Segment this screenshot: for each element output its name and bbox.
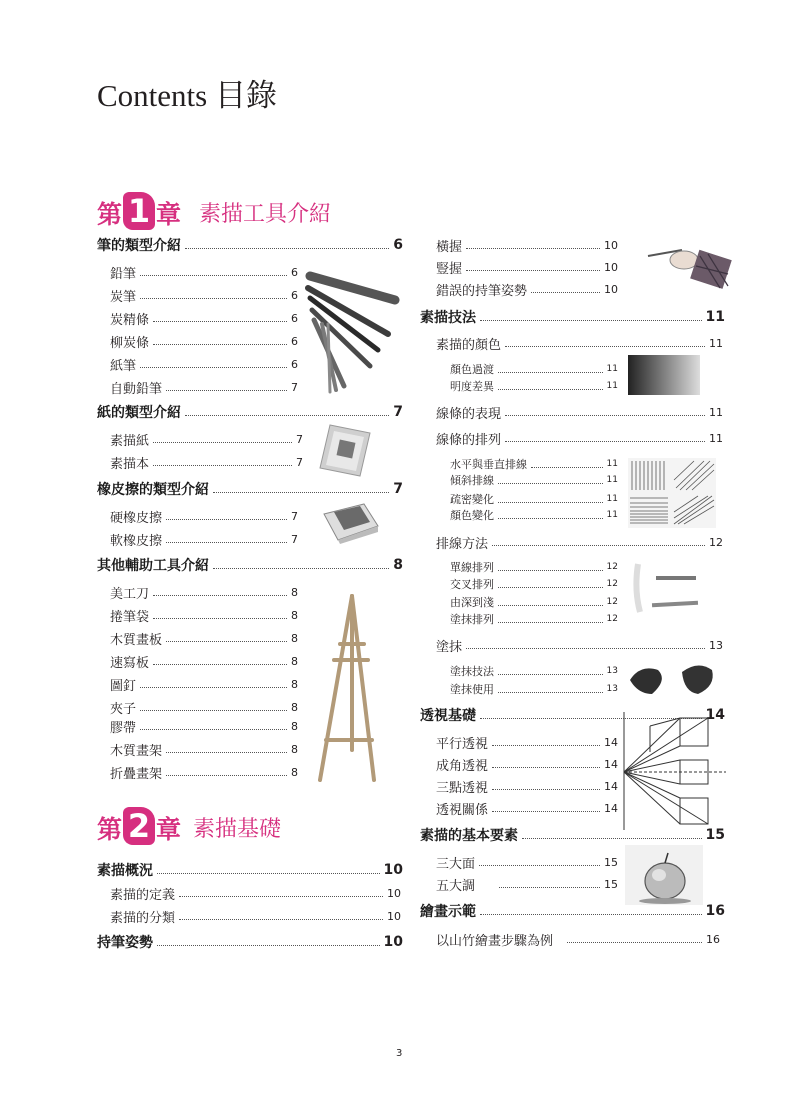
- toc-entry[interactable]: 木質畫架 8: [110, 742, 298, 759]
- toc-entry[interactable]: 透視關係 14: [436, 801, 618, 818]
- perspective-diagram: [620, 712, 726, 830]
- toc-section[interactable]: 透視基礎 14: [420, 707, 725, 724]
- toc-entry[interactable]: 成角透視 14: [436, 757, 618, 774]
- paper-pack-illustration: [318, 423, 373, 478]
- toc-entry[interactable]: 炭精條 6: [110, 311, 298, 328]
- toc-entry[interactable]: 自動鉛筆 7: [110, 380, 298, 397]
- hatching-samples: [628, 458, 716, 528]
- chapter-1-heading: [97, 190, 331, 230]
- toc-entry[interactable]: 素描的定義 10: [110, 886, 401, 903]
- toc-subentry[interactable]: 疏密變化 11: [450, 493, 618, 506]
- toc-subentry[interactable]: 交叉排列 12: [450, 578, 618, 591]
- toc-subentry[interactable]: 明度差異 11: [450, 380, 618, 393]
- toc-subentry[interactable]: 由深到淺 12: [450, 596, 618, 609]
- toc-subentry[interactable]: 水平與垂直排線 11: [450, 458, 618, 471]
- chapter-number-badge: 1: [123, 192, 155, 230]
- toc-entry[interactable]: 夾子 8: [110, 700, 298, 717]
- toc-entry[interactable]: 素描本 7: [110, 455, 303, 472]
- toc-subentry[interactable]: 塗抹使用 13: [450, 683, 618, 696]
- toc-entry[interactable]: 橫握 10: [436, 238, 618, 255]
- chapter-number-badge: 2: [123, 807, 155, 845]
- toc-entry[interactable]: 素描紙 7: [110, 432, 303, 449]
- toc-subentry[interactable]: 顏色過渡 11: [450, 363, 618, 376]
- toc-entry[interactable]: 紙筆 6: [110, 357, 298, 374]
- page-title: Contents 目錄: [97, 78, 277, 113]
- apple-sketch-illustration: [625, 845, 703, 905]
- toc-subentry[interactable]: 塗抹排列 12: [450, 613, 618, 626]
- toc-entry[interactable]: 折疊畫架 8: [110, 765, 298, 782]
- toc-entry[interactable]: 圖釘 8: [110, 677, 298, 694]
- easel-illustration: [312, 590, 387, 790]
- toc-section[interactable]: 素描技法 11: [420, 309, 725, 326]
- toc-entry[interactable]: 速寫板 8: [110, 654, 298, 671]
- pencil-stroke-illustration: [630, 560, 700, 620]
- hand-holding-pencil-illustration: [640, 244, 730, 292]
- eraser-illustration: [320, 500, 380, 545]
- chapter-suffix: 章: [156, 815, 182, 844]
- tone-gradient-swatch: [628, 355, 700, 395]
- toc-section[interactable]: 其他輔助工具介紹 8: [97, 557, 403, 574]
- toc-entry[interactable]: 塗抹 13: [436, 638, 723, 655]
- toc-section[interactable]: 素描概況 10: [97, 862, 403, 879]
- toc-entry[interactable]: 捲筆袋 8: [110, 608, 298, 625]
- toc-entry[interactable]: 硬橡皮擦 7: [110, 509, 298, 526]
- chapter-prefix: 第: [97, 200, 123, 229]
- toc-entry[interactable]: 柳炭條 6: [110, 334, 298, 351]
- toc-entry[interactable]: 平行透視 14: [436, 735, 618, 752]
- toc-entry[interactable]: 五大調 15: [436, 877, 618, 894]
- toc-entry[interactable]: 鉛筆 6: [110, 265, 298, 282]
- chapter-title: 素描基礎: [193, 817, 282, 842]
- toc-section[interactable]: 紙的類型介紹 7: [97, 404, 403, 421]
- toc-section[interactable]: 筆的類型介紹 6: [97, 237, 403, 254]
- toc-section[interactable]: 素描的基本要素 15: [420, 827, 725, 844]
- page-number: 3: [396, 1048, 403, 1059]
- toc-entry[interactable]: 線條的排列 11: [436, 431, 723, 448]
- toc-entry[interactable]: 排線方法 12: [436, 535, 723, 552]
- toc-section[interactable]: 繪畫示範 16: [420, 903, 725, 920]
- chapter-2-heading: [97, 805, 281, 845]
- toc-entry[interactable]: 線條的表現 11: [436, 405, 723, 422]
- toc-subentry[interactable]: 傾斜排線 11: [450, 474, 618, 487]
- toc-subentry[interactable]: 顏色變化 11: [450, 509, 618, 522]
- toc-entry[interactable]: 三點透視 14: [436, 779, 618, 796]
- toc-entry[interactable]: 素描的顏色 11: [436, 336, 723, 353]
- blending-strokes-illustration: [628, 660, 718, 700]
- toc-entry[interactable]: 三大面 15: [436, 855, 618, 872]
- chapter-title: 素描工具介紹: [199, 202, 332, 227]
- chapter-prefix: 第: [97, 815, 123, 844]
- pencils-illustration: [300, 268, 405, 398]
- toc-entry[interactable]: 膠帶 8: [110, 719, 298, 736]
- toc-subentry[interactable]: 塗抹技法 13: [450, 665, 618, 678]
- toc-subentry[interactable]: 單線排列 12: [450, 561, 618, 574]
- toc-entry[interactable]: 軟橡皮擦 7: [110, 532, 298, 549]
- toc-entry[interactable]: 炭筆 6: [110, 288, 298, 305]
- toc-entry[interactable]: 以山竹繪畫步驟為例 16: [436, 932, 720, 949]
- chapter-suffix: 章: [156, 200, 182, 229]
- toc-entry[interactable]: 木質畫板 8: [110, 631, 298, 648]
- toc-section[interactable]: 橡皮擦的類型介紹 7: [97, 481, 403, 498]
- toc-entry[interactable]: 素描的分類 10: [110, 909, 401, 926]
- toc-entry[interactable]: 美工刀 8: [110, 585, 298, 602]
- toc-entry[interactable]: 豎握 10: [436, 260, 618, 277]
- toc-entry[interactable]: 錯誤的持筆姿勢 10: [436, 282, 618, 299]
- toc-section[interactable]: 持筆姿勢 10: [97, 934, 403, 951]
